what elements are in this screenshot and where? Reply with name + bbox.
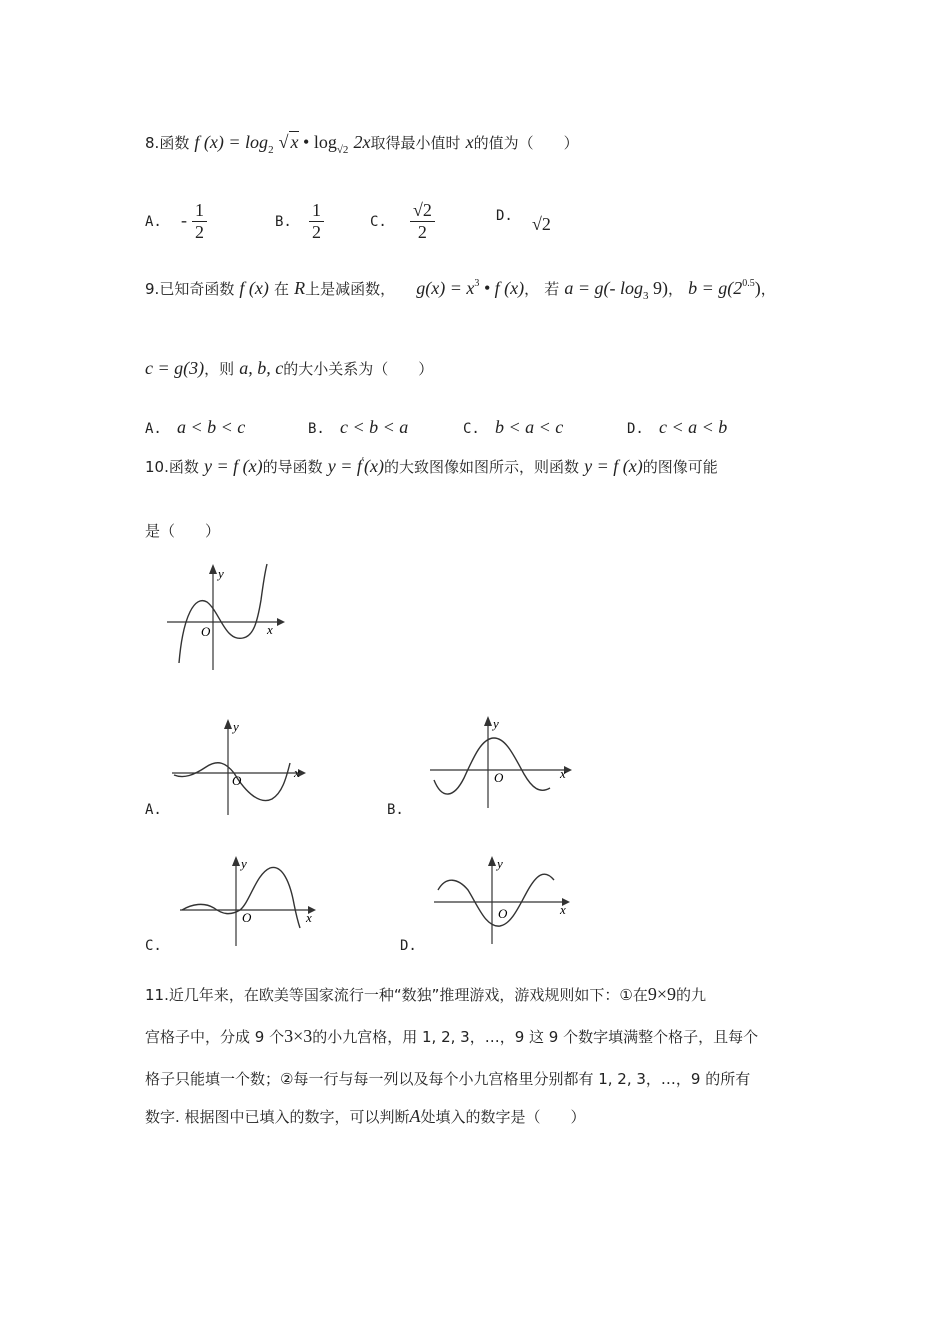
q8-number: 8. (145, 134, 160, 152)
q8-tail2: 的值为（ ） (473, 134, 579, 152)
q10-option-d-label[interactable]: D. (400, 938, 417, 954)
svg-text:y: y (493, 716, 499, 731)
q11-line-3: 格子只能填一个数；②每一行与每一列以及每个小九宫格里分别都有 1, 2, 3，…，9 的所有 (145, 1070, 751, 1088)
q10-option-d-graph[interactable] (432, 852, 577, 950)
q10-option-c-graph[interactable] (178, 852, 323, 950)
q8-option-d[interactable]: D. √2 (496, 208, 551, 234)
q8-stem: 8.函数 f $(x) = \log_2$ √ x • $\log_{√2} 2x$取得最小值时 x的值为（ ） (145, 132, 579, 156)
q10-option-a-graph[interactable] (170, 715, 310, 820)
q10-stem-line2: 是（ ） (145, 522, 221, 540)
origin-label: O (201, 624, 211, 639)
q8-option-a[interactable]: A. - $\frac{1}{2}$ (145, 200, 207, 243)
q10-option-b-graph[interactable] (428, 712, 578, 812)
q8-lead: 函数 (159, 134, 190, 152)
q10-option-c-label[interactable]: C. (145, 938, 162, 954)
svg-text:O: O (242, 910, 252, 925)
q8-base1: 2 (268, 144, 274, 156)
q11-line-4: 数字. 根据图中已填入的数字，可以判断A处填入的数字是（ ） (145, 1106, 586, 1126)
svg-text:x: x (560, 766, 566, 781)
axis-label-x: x (267, 622, 273, 637)
q8-func: f (x) = log (194, 132, 269, 152)
q10-option-a-label[interactable]: A. (145, 802, 162, 818)
q8-base2: √2 (336, 144, 349, 156)
svg-text:O: O (232, 773, 242, 788)
svg-text:x: x (294, 765, 300, 780)
q10-stem: 10.函数 y = f (x)的导函数 y = f′(x)的大致图像如图所示，则函数 y = f (x)的图像可能 (145, 456, 718, 476)
q9-stem: 9.已知奇函数 f (x) 在 R上是减函数， $g(x) = x^3$ • f (x)， 若 a = g(- $\log_3 9$)， $b = g(2^{0.5})$， (145, 278, 776, 302)
q9-option-b[interactable]: B. c < b < a (308, 417, 409, 437)
q9-option-d[interactable]: D. c < a < b (627, 417, 728, 437)
q8-var: x (465, 132, 474, 152)
q8-option-c[interactable]: C. $\frac{√2}{2}$ (370, 200, 435, 243)
q11-line-1: 11.近几年来，在欧美等国家流行一种“数独”推理游戏，游戏规则如下：①在9×9的九 (145, 984, 707, 1004)
svg-text:x: x (306, 910, 312, 925)
q8-sqrt-arg: x (290, 132, 299, 152)
q11-line-2: 宫格子中，分成 9 个3×3的小九宫格，用 1, 2, 3，…，9 这 9 个数字填满整个格子，且每个 (145, 1026, 759, 1046)
q9-stem-line2: c = g(3)，则 a, b, c的大小关系为（ ） (145, 358, 434, 378)
svg-text:y: y (241, 856, 247, 871)
q9-option-c[interactable]: C. b < a < c (463, 417, 564, 437)
axis-label-y: y (218, 566, 224, 581)
q9-option-a[interactable]: A. a < b < c (145, 417, 246, 437)
q10-option-b-label[interactable]: B. (387, 802, 404, 818)
svg-text:y: y (233, 719, 239, 734)
q8-option-b[interactable]: B. $\frac{1}{2}$ (275, 200, 324, 243)
svg-text:O: O (494, 770, 504, 785)
derivative-graph (165, 560, 290, 675)
svg-text:x: x (560, 902, 566, 917)
q8-arg2: 2x (353, 132, 371, 152)
svg-text:y: y (497, 856, 503, 871)
svg-text:O: O (498, 906, 508, 921)
q8-dot: • log (298, 132, 337, 152)
q8-tail1: 取得最小值时 (370, 134, 461, 152)
